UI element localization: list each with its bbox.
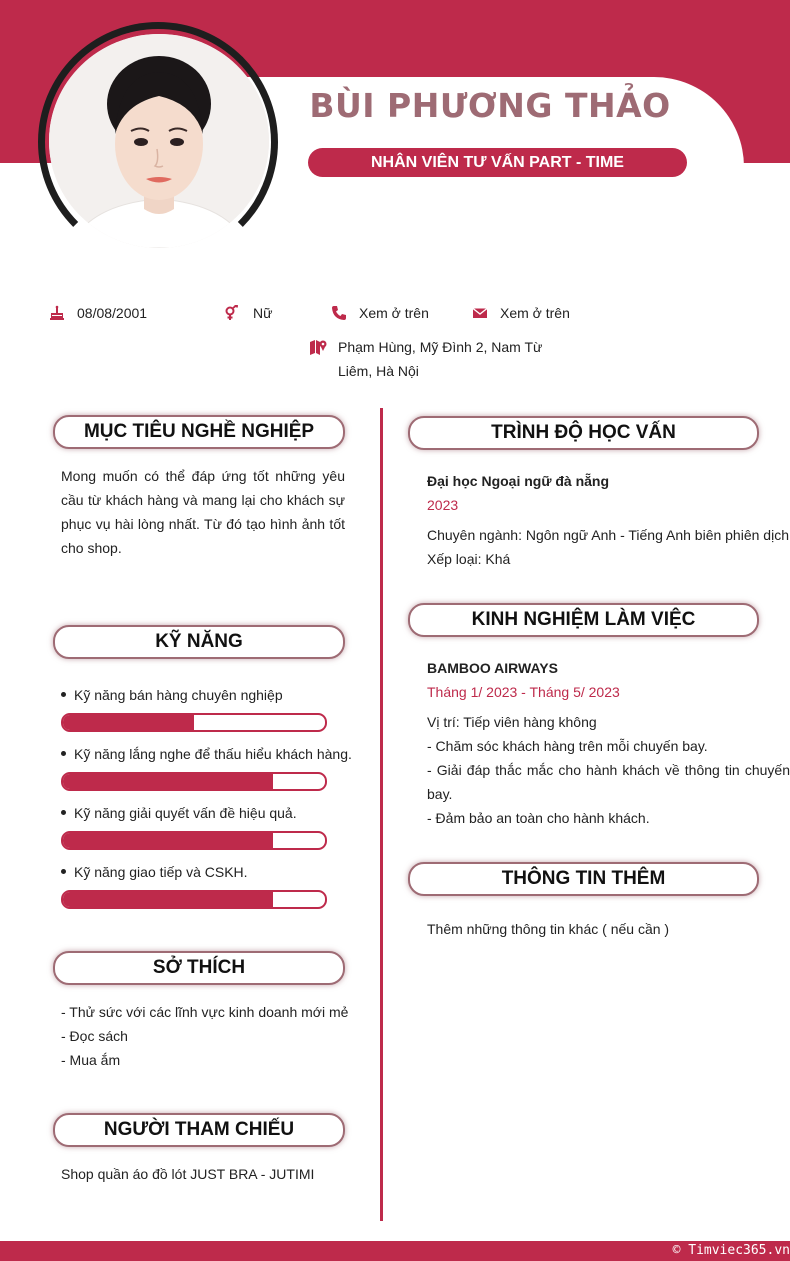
experience-block [427,656,790,830]
skill-label: Kỹ năng lắng nghe để thấu hiểu khách hàng. [74,746,352,762]
column-divider [380,408,383,1221]
hobbies-list [61,1000,361,1072]
bullet-icon [61,751,66,756]
objective-heading: MỤC TIÊU NGHỀ NGHIỆP [53,415,345,449]
company-name: BAMBOO AIRWAYS [427,660,558,676]
skill-item [61,805,297,821]
skill-item [61,687,283,703]
skill-bar [61,713,327,732]
watermark: © Timviec365.vn [672,1243,790,1258]
experience-period: Tháng 1/ 2023 - Tháng 5/ 2023 [427,684,620,700]
mail-icon [472,305,488,321]
skill-item [61,864,248,880]
skill-bar-fill [63,892,273,907]
bullet-icon [61,692,66,697]
candidate-name: BÙI PHƯƠNG THẢO [309,86,671,125]
education-grade: Xếp loại: Khá [427,551,511,567]
skill-label: Kỹ năng giao tiếp và CSKH. [74,864,248,880]
skill-bar [61,890,327,909]
objective-text: Mong muốn có thể đáp ứng tốt những yêu cầu từ khách hàng và mang lại cho khách sự phục vụ hài lòng nhất. Từ đó tạo hình ảnh tốt cho shop. [61,468,345,556]
skill-bar-fill [63,833,273,848]
skill-bar [61,772,327,791]
education-heading: TRÌNH ĐỘ HỌC VẤN [408,416,759,450]
skill-label: Kỹ năng giải quyết vấn đề hiệu quả. [74,805,297,821]
experience-heading: KINH NGHIỆM LÀM VIỆC [408,603,759,637]
profile-photo-ring [38,22,278,262]
extra-info-text: Thêm những thông tin khác ( nếu cần ) [427,921,670,937]
job-title-badge: NHÂN VIÊN TƯ VẤN PART - TIME [308,148,687,177]
skill-bar [61,831,327,850]
map-pin-icon [309,339,325,355]
skill-item [61,746,352,762]
address-line2: Liêm, Hà Nội [338,363,419,379]
gender-value: Nữ [253,305,273,321]
cake-icon [49,305,65,321]
bullet-icon [61,810,66,815]
extra-info-heading: THÔNG TIN THÊM [408,862,759,896]
hobbies-heading: SỞ THÍCH [53,951,345,985]
experience-duty: - Đảm bảo an toàn cho hành khách. [427,810,650,826]
experience-position: Vị trí: Tiếp viên hàng không [427,714,597,730]
experience-duty: - Chăm sóc khách hàng trên mỗi chuyến bay. [427,738,708,754]
phone-icon [331,305,347,321]
skill-bar-fill [63,715,194,730]
footer-band [0,1241,790,1261]
hobby-item: - Thử sức với các lĩnh vực kinh doanh mới mẻ [61,1004,349,1020]
education-major: Chuyên ngành: Ngôn ngữ Anh - Tiếng Anh biên phiên dịch [427,527,789,543]
address-line1: Phạm Hùng, Mỹ Đình 2, Nam Từ [338,339,543,355]
skill-label: Kỹ năng bán hàng chuyên nghiệp [74,687,283,703]
school-name: Đại học Ngoại ngữ đà nẵng [427,473,610,489]
gender-icon [224,305,240,321]
hobby-item: - Đọc sách [61,1028,128,1044]
references-text: Shop quần áo đồ lót JUST BRA - JUTIMI [61,1166,315,1182]
experience-duty: - Giải đáp thắc mắc cho hành khách về thông tin chuyến bay. [427,762,790,802]
bullet-icon [61,869,66,874]
references-heading: NGƯỜI THAM CHIẾU [53,1113,345,1147]
skill-bar-fill [63,774,273,789]
hobby-item: - Mua ắm [61,1052,121,1068]
birthday-value: 08/08/2001 [77,305,148,321]
education-block [427,469,787,571]
email-value: Xem ở trên [500,305,570,321]
phone-value: Xem ở trên [359,305,429,321]
education-year: 2023 [427,497,459,513]
skills-heading: KỸ NĂNG [53,625,345,659]
